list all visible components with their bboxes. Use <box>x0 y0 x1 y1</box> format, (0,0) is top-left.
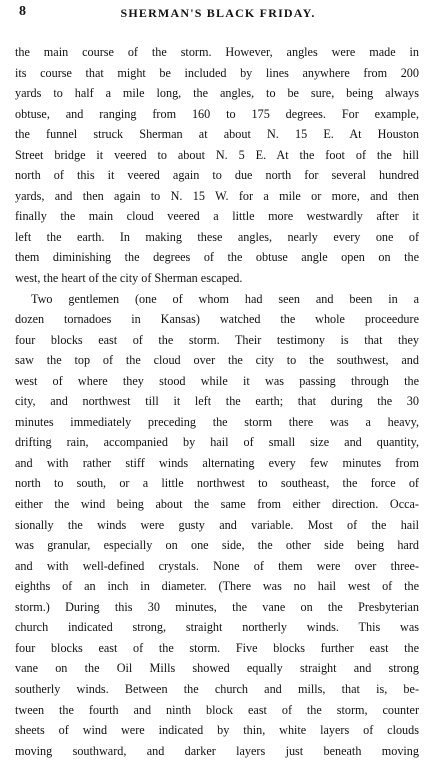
text-line: the main course of the storm. However, angles were made in <box>15 45 419 59</box>
text-line: west of where they stood while it was passing through the <box>15 373 419 388</box>
paragraph <box>15 42 419 289</box>
text-line: saw the top of the cloud over the city to the southwest, and <box>15 353 419 368</box>
text-line: left the earth. In making these angles, nearly every one of <box>15 229 419 244</box>
text-line: dozen tornadoes in Kansas) watched the whole proceedure <box>15 312 419 327</box>
text-line: Street bridge it veered to about N. 5 E. At the foot of the hill <box>15 147 419 162</box>
text-line: Two gentlemen (one of whom had seen and been in a <box>31 291 419 306</box>
text-line: yards to half a mile long, the angles, to be sure, being always <box>15 86 419 101</box>
text-line: was granular, especially on one side, the other side being hard <box>15 538 419 553</box>
text-line: tween the fourth and ninth block east of the storm, counter <box>15 702 419 717</box>
text-line: sionally the winds were gusty and variable. Most of the hail <box>15 517 419 532</box>
running-title: SHERMAN'S BLACK FRIDAY. <box>120 6 316 20</box>
text-line: sheets of wind were indicated by thin, white layers of clouds <box>15 723 419 738</box>
text-line: finally the main cloud veered a little more westwardly after it <box>15 209 419 224</box>
text-line: moving southward, and darker layers just beneath moving <box>15 743 419 758</box>
text-line: them diminishing the degrees of the obtuse angle open on the <box>15 250 419 265</box>
text-line: and with rather stiff winds alternating every few minutes from <box>15 455 419 470</box>
text-line: north of this it veered again to due north for several hundred <box>15 168 419 183</box>
text-line: four blocks east of the storm. Their testimony is that they <box>15 332 419 347</box>
text-line: north to south, or a little northwest to southeast, the force of <box>15 476 419 491</box>
page-number: 8 <box>19 4 27 19</box>
text-line: church indicated strong, straight northerly winds. This was <box>15 620 419 635</box>
paragraph <box>15 289 419 761</box>
text-line: drifting rain, accompanied by hail of small size and quantity, <box>15 435 419 450</box>
text-line: eighths of an inch in diameter. (There was no hail west of the <box>15 579 419 594</box>
text-line: city, and northwest till it left the earth; that during the 30 <box>15 394 419 409</box>
text-line: west, the heart of the city of Sherman escaped. <box>15 271 243 286</box>
text-line: either the wind being about the same from either direction. Occa- <box>15 497 419 512</box>
text-line: yards, and then again to N. 15 W. for a mile or more, and then <box>15 188 419 203</box>
text-line: vane on the Oil Mills showed equally straight and strong <box>15 661 419 676</box>
text-line: minutes immediately preceding the storm there was a heavy, <box>15 414 419 429</box>
text-line: its course that might be included by lines anywhere from 200 <box>15 65 419 80</box>
body-text <box>15 42 419 761</box>
text-line: and with well-defined crystals. None of them were over three- <box>15 558 419 573</box>
text-line: obtuse, and ranging from 160 to 175 degrees. For example, <box>15 106 419 121</box>
text-line: four blocks east of the storm. Five blocks further east the <box>15 640 419 655</box>
page-header <box>15 4 421 22</box>
text-line: storm.) During this 30 minutes, the vane on the Presbyterian <box>15 599 419 614</box>
text-line: southerly winds. Between the church and mills, that is, be- <box>15 681 419 696</box>
text-line: the funnel struck Sherman at about N. 15 E. At Houston <box>15 127 419 142</box>
